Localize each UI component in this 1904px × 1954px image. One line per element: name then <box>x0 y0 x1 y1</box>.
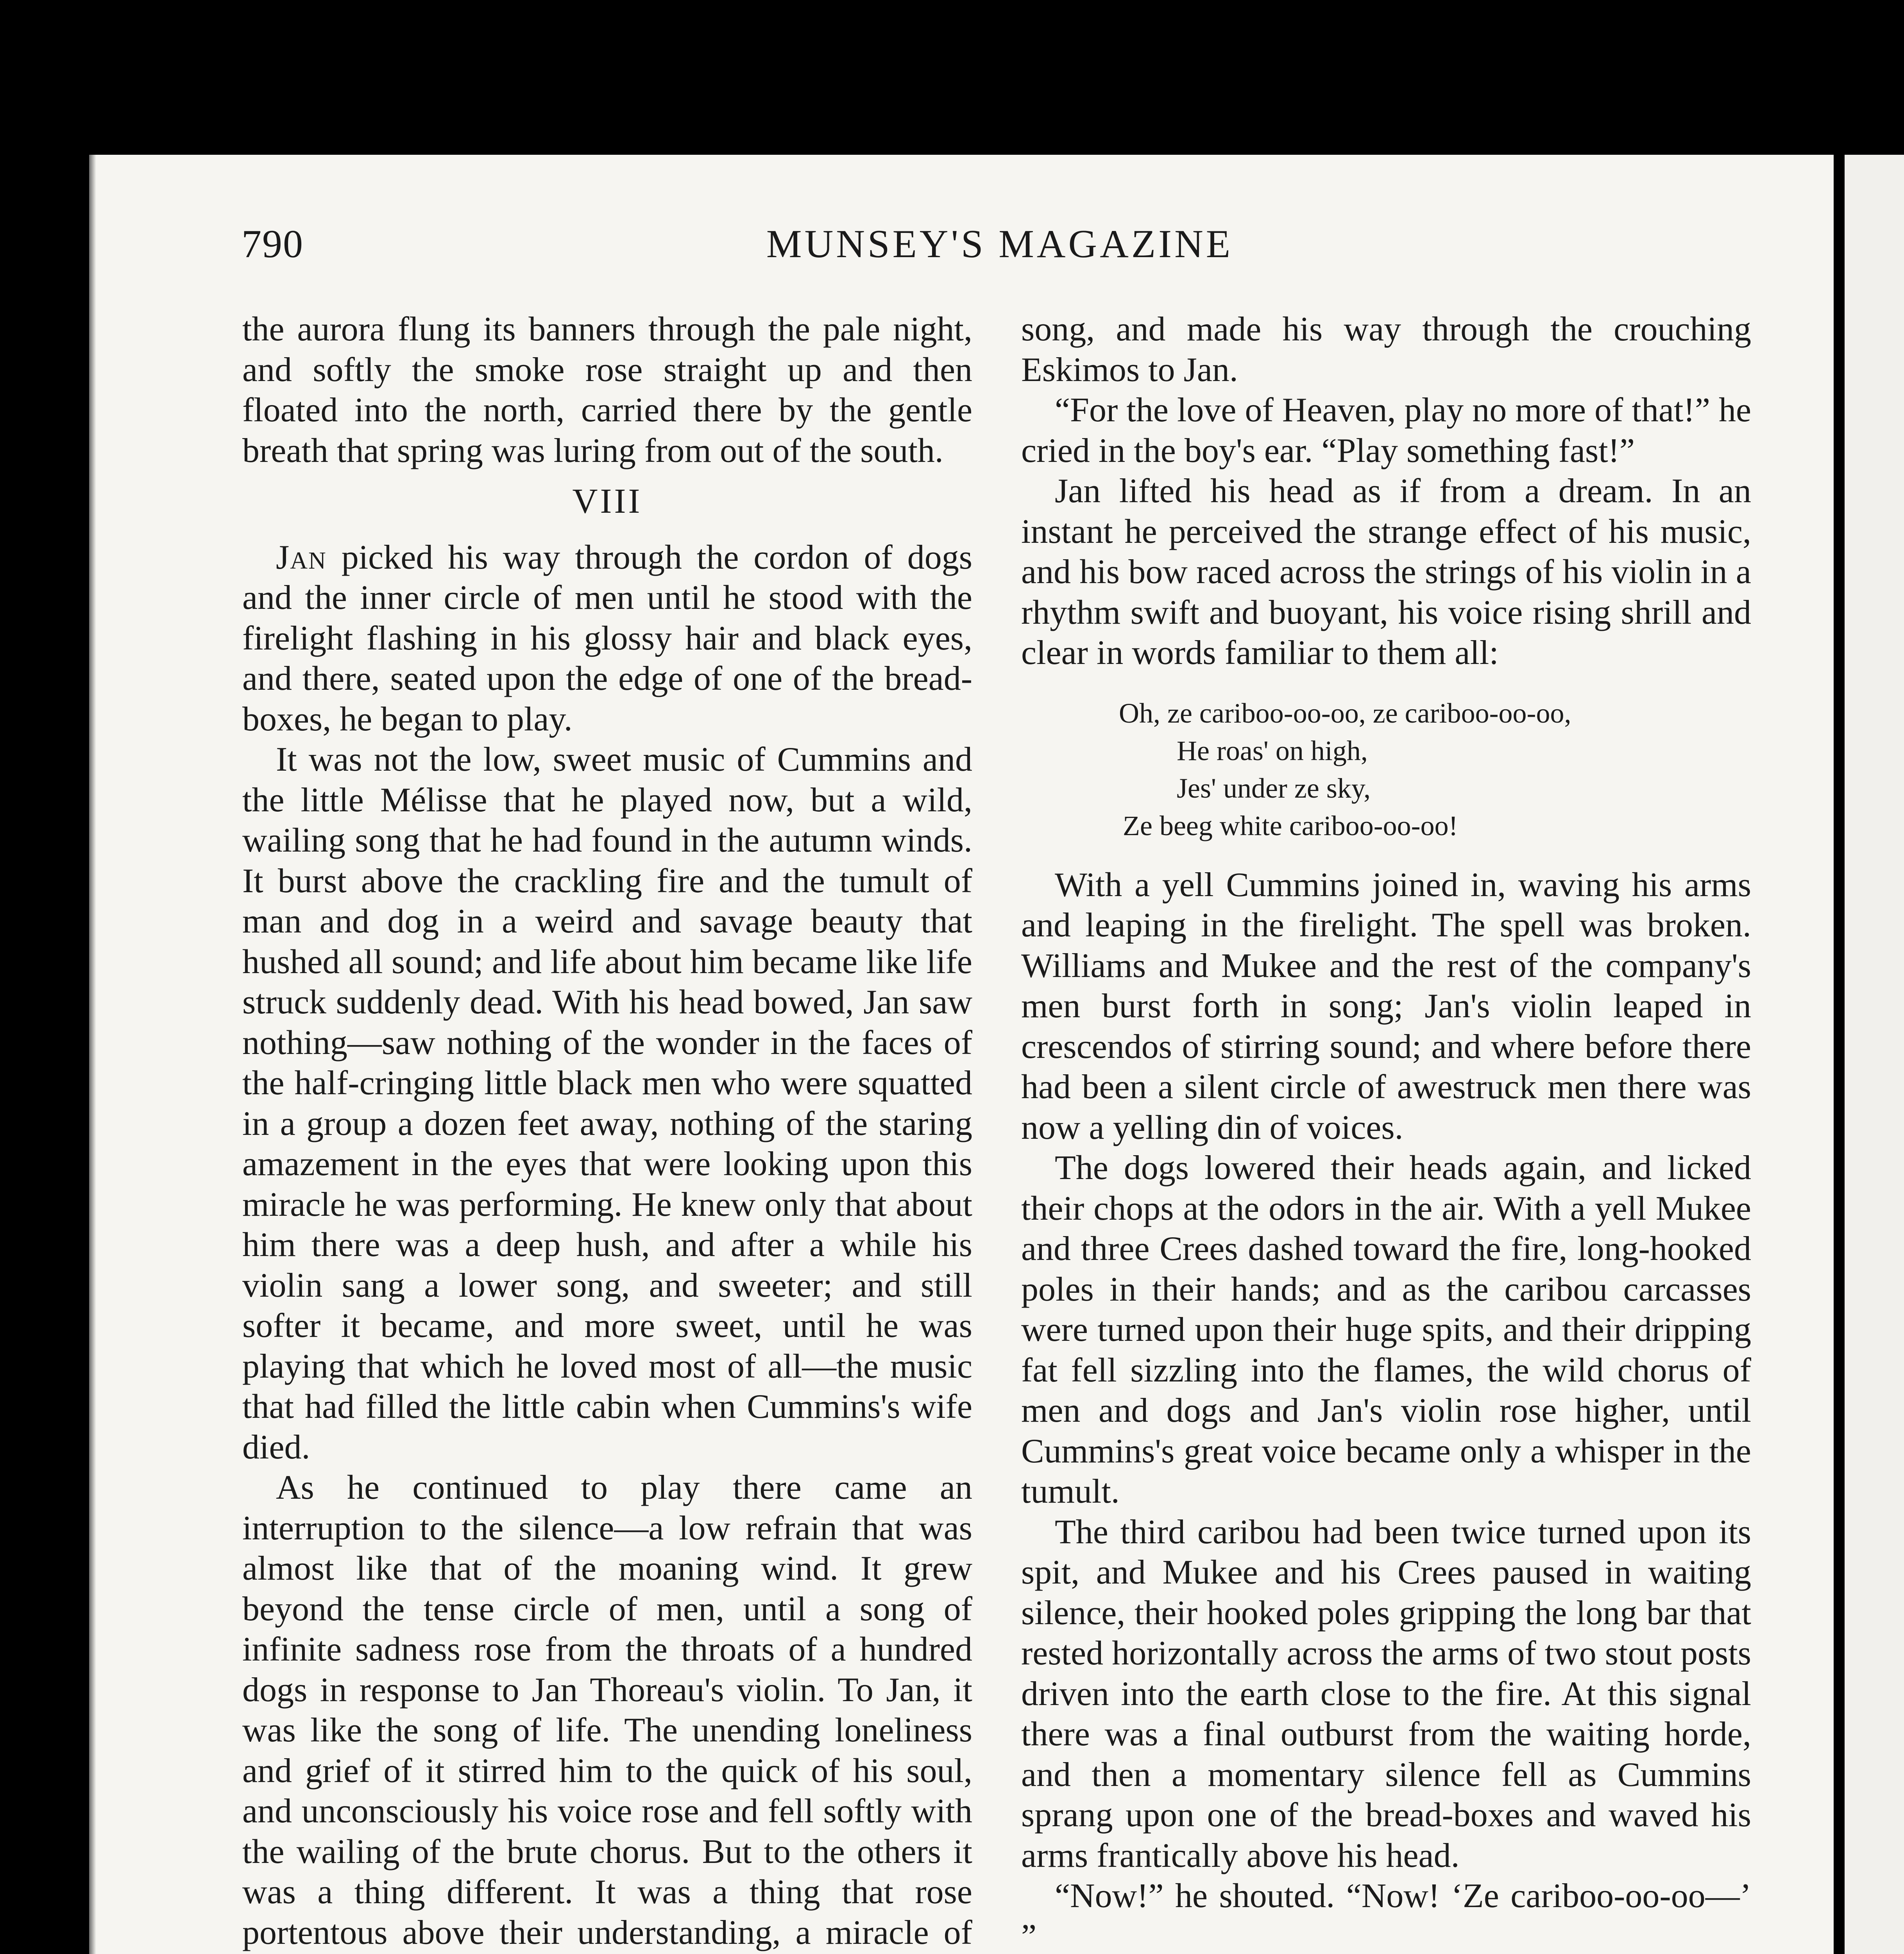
magazine-page <box>89 155 1834 1954</box>
paragraph-text: picked his way through the cordon of dogs and the inner circle of men until he stood with the firelight flashing in his glossy hair and black eyes, and there, seated upon the edge of one of the bread-boxes, he began to play. <box>242 538 972 738</box>
page-header <box>242 221 1789 299</box>
paragraph <box>242 537 972 740</box>
verse-line: Oh, ze cariboo-oo-oo, ze cariboo-oo-oo, <box>1119 697 1571 729</box>
paragraph: the aurora flung its banners through the pale night, and softly the smoke rose straight up and then floated into the north, carried there by the gentle breath that spring was luring from out of the south. <box>242 310 972 470</box>
running-head: MUNSEY'S MAGAZINE <box>766 222 1233 266</box>
verse-line: Jes' under ze sky, <box>1177 772 1371 804</box>
paragraph: “For the love of Heaven, play no more of that!” he cried in the boy's ear. “Play something fast!” <box>1021 391 1751 470</box>
paragraph: song, and made his way through the crouching Eskimos to Jan. <box>1021 310 1751 389</box>
paragraph: The dogs lowered their heads again, and licked their chops at the odors in the air. With a yell Mukee and three Crees dashed toward the fire, long-hooked poles in their hands; and as the caribou carcasses were turned upon their huge spits, and their dripping fat fell sizzling into the flames, the wild chorus of men and dogs and Jan's violin rose higher, until Cummins's great voice became only a whisper in the tumult. <box>1021 1149 1751 1510</box>
chapter-heading: VIII <box>572 482 642 521</box>
right-column <box>1021 309 1751 1954</box>
verse-line: Ze beeg white cariboo-oo-oo! <box>1123 810 1458 841</box>
song-verse <box>1021 694 1751 845</box>
lead-word: Jan <box>276 538 327 576</box>
paragraph: As he continued to play there came an interruption to the silence—a low refrain that was almost like that of the moaning wind. It grew beyond the tense circle of men, until a song of infinite sadness rose from the throats of a hundred dogs in response to Jan Thoreau's violin. To Jan, it was like the song of life. The unending loneliness and grief of it stirred him to the quick of his soul, and unconsciously his voice rose and fell softly with the wailing of the brute chorus. But to the others it was a thing different. It was a thing that rose portentous above their understanding, a miracle of <box>242 1469 972 1952</box>
paragraph: It was not the low, sweet music of Cummins and the little Mélisse that he played now, but a wild, wailing song that he had found in the autumn winds. It burst above the crackling fire and the tumult of man and dog in a weird and savage beauty that hushed all sound; and life about him became like life struck suddenly dead. With his head bowed, Jan saw nothing—saw nothing of the wonder in the faces of the half-cringing little black men who were squatted in a group a dozen feet away, nothing of the staring amazement in the eyes that were looking upon this miracle he was performing. He knew only that about him there was a deep hush, and after a while his violin sang a lower song, and sweeter; and still softer it became, and more sweet, until he was playing that which he loved most of all—the music that had filled the little cabin when Cummins's wife died. <box>242 741 972 1466</box>
paragraph: The third caribou had been twice turned upon its spit, and Mukee and his Crees paused in waiting silence, their hooked poles gripping the long bar that rested horizontally across the arms of two stout posts driven into the earth close to the fire. At this signal there was a final outburst from the waiting horde, and then a momentary silence fell as Cummins sprang upon one of the bread-boxes and waved his arms frantically above his head. <box>1021 1513 1751 1875</box>
page-number: 790 <box>242 222 304 266</box>
paragraph: “Now!” he shouted. “Now! ‘Ze cariboo-oo-oo—’ ” <box>1021 1877 1751 1954</box>
paragraph: Jan lifted his head as if from a dream. In an instant he perceived the strange effect of his music, and his bow raced across the strings of his violin in a rhythm swift and buoyant, his voice rising shrill and clear in words familiar to them all: <box>1021 472 1751 672</box>
adjacent-page-edge <box>1845 155 1904 1954</box>
paragraph: With a yell Cummins joined in, waving his arms and leaping in the firelight. The spell was broken. Williams and Mukee and the rest of the company's men burst forth in song; Jan's violin leaped in crescendos of stirring sound; and where before there had been a silent circle of awestruck men there was now a yelling din of voices. <box>1021 866 1751 1147</box>
left-column <box>242 309 972 1954</box>
verse-line: He roas' on high, <box>1177 735 1368 766</box>
